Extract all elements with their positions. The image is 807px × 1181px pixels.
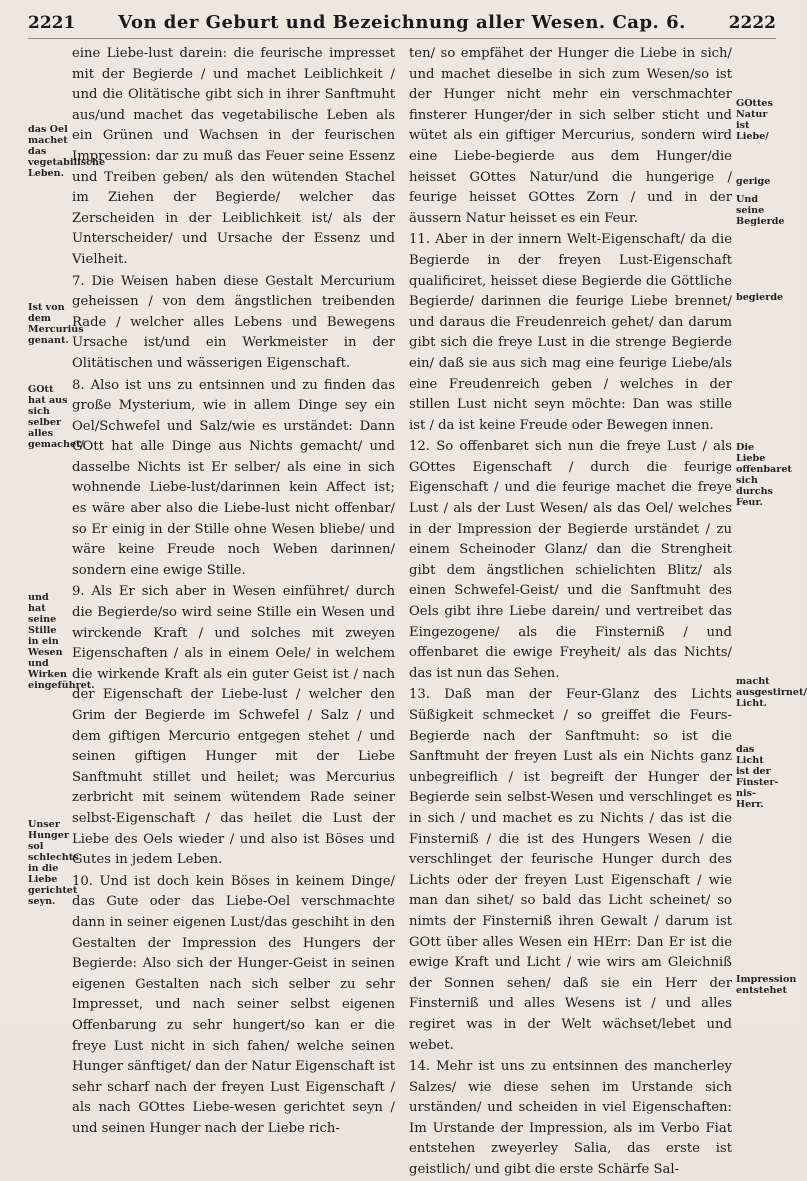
margin-note: GOtt hat aus sich selber alles gemachet/ (28, 384, 85, 450)
paragraph: 12. So offenbaret sich nun die freye Lust / als GOttes Eigenschaft / durch die feurige Eigenschaft / und die feurige machet die freye Lust / als der Lust Wesen/ als das Oel/ welches in der Impression der Begierde urständet / zu einem Scheinoder Glanz/ dan die Strengheit gibt dem ängstlichen schielichten Blitz/ als einen Schwefel-Geist/ und die Sanftmuht des Oels gibt ihre Liebe darein/ und vertreibet das Eingezogene/ als die Finsterniß / und offenbaret die ewige Freyheit/ als das Nichts/ das ist nun das Sehen. (409, 439, 732, 681)
page-number-left: 2221 (28, 13, 76, 33)
paragraph: 9. Als Er sich aber in Wesen einführet/ durch die Begierde/so wird seine Stille ein Wesen und wirckende Kraft / und solches mit zweyen Eigenschaften / als in einem Oele/ in welchem die wirkende Kraft als ein guter Geist ist / nach der Eigenschaft der Liebe-lust / welcher den Grim der Begierde im Schwefel / Salz / und dem giftigen Mercurio entgegen stehet / und seinen giftigen Hunger mit der Liebe Sanftmuht stillet und heilet; was Mercurius zerbricht mit seinem wütendem Rade seiner selbst-Eigenschaft / das heilet die Lust der Liebe des Oels wieder / und also ist Böses und Gutes in jedem Leben. (72, 584, 395, 868)
margin-note: das Licht ist der Finster-nis-Herr. (736, 744, 779, 810)
paragraph: 10. Und ist doch kein Böses in keinem Dinge/ das Gute oder das Liebe-Oel verschmachte dann in seiner eigenen Lust/das geschiht in den Gestalten der Impression des Hungers der Begierde: Also sich der Hunger-Geist in seinen eigenen Gestalten nach sich selber zu sehr Impresset, und nach seiner selbst eigenen Offenbarung zu sehr hungert/so kan er die freye Lust nicht in sich fahen/ welche seinen Hunger sänftiget/ dan der Natur Eigenschaft ist sehr scharf nach der freyen Lust Eigenschaft / als nach GOttes Liebe-wesen gerichtet seyn / und seinen Hunger nach der Liebe rich- (72, 873, 395, 1136)
margin-note: gerige (736, 176, 771, 187)
right-column (409, 44, 807, 1178)
running-header (28, 12, 776, 39)
paragraph: eine Liebe-lust darein: die feurische impresset mit der Begierde / und machet Leiblichkeit / und die Olitätische gibt sich in ihrer Sanftmuht aus/und machet das vegetabilische Leben als ein Grünen und Wachsen in der feurischen Impression: dar zu muß das Feuer seine Essenz und Treiben geben/ als den wütenden Stachel im Ziehen der Begierde/ welcher das Zerscheiden in der Leiblichkeit ist/ als der Unterscheider/ und Ursache der Essenz und Vielheit. (72, 46, 395, 267)
margin-note: und hat seine Stille in ein Wesen und Wirken eingeführet. (28, 592, 95, 691)
running-title: Von der Geburt und Bezeichnung aller Wesen. Cap. 6. (118, 12, 686, 33)
margin-note: macht ausgestirnet/ Licht. (736, 676, 807, 709)
paragraph: 7. Die Weisen haben diese Gestalt Mercurium geheissen / von dem ängstlichen treibenden Rade / welcher alles Lebens und Bewegens Ursache ist/und ein Werkmeister in der Olitätischen und wässerigen Eigenschaft. (72, 273, 395, 371)
margin-note: das Oel machet das vegetabilische Leben. (28, 124, 106, 179)
paragraph: 11. Aber in der innern Welt-Eigenschaft/ da die Begierde in der freyen Lust-Eigenschaft qualificiret, heisset diese Begierde die Göttliche Begierde/ darinnen die feurige Liebe brennet/ und daraus die Freudenreich gehet/ dan darum gibt sich die freye Lust in die strenge Begierde ein/ daß sie aus sich mag eine feurige Liebe/als eine Freudenreich geben / welches in der stillen Lust nicht seyn möchte: Dan was stille ist / da ist keine Freude oder Bewegen innen. (409, 232, 732, 433)
text-columns (28, 44, 807, 1178)
margin-note: GOttes Natur ist Liebe/ (736, 98, 773, 142)
page-number-right: 2222 (728, 13, 776, 33)
margin-note: Unser Hunger sol schlechts in die Liebe gerichtet seyn. (28, 819, 79, 907)
paragraph: 13. Daß man der Feur-Glanz des Lichts Süßigkeit schmecket / so greiffet die Feurs-Begierde nach der Sanftmuht: so ist die Sanftmuht der freyen Lust als ein Nichts ganz unbegreiflich / ist begreift der Hunger der Begierde sein selbst-Wesen und verschlinget es in sich / und machet es zu Nichts / das ist die Finsterniß / die ist des Hungers Wesen / die verschlinget der feurische Hunger durch des Lichts oder der freyen Lust Eigenschaft / wie man dan sihet/ so bald das Licht scheinet/ so nimts der Finsterniß ihren Gewalt / darum ist GOtt über alles Wesen ein HErr: Dan Er ist die ewige Kraft und Licht / wie wirs am Gleichniß der Sonnen sehen/ daß sie ein Herr der Finsterniß und alles Wesens ist / und alles regiret was in der Welt wächset/lebet und webet. (409, 687, 732, 1053)
margin-note: Impression entstehet (736, 974, 797, 996)
margin-note: begierde (736, 292, 784, 303)
margin-note: Und seine Begierde (736, 194, 785, 227)
paragraph: 14. Mehr ist uns zu entsinnen des mancherley Salzes/ wie diese sehen im Urstande sich urständen/ und scheiden in viel Eigenschaften: Im Urstande der Impression, als im Verbo Fiat entstehen zweyerley Salia, das erste ist geistlich/ und gibt die erste Schärfe Sal- (409, 1059, 732, 1178)
paragraph: ten/ so empfähet der Hunger die Liebe in sich/ und machet dieselbe in sich zum Wesen/so ist der Hunger nicht mehr ein verschmachter finsterer Hunger/der in sich selber sticht und wütet als ein giftiger Mercurius, sondern wird eine Liebe-begierde aus dem Hunger/die heisset GOttes Natur/und die hungerige / feurige heisset GOttes Zorn / und in der äussern Natur heisset es ein Feur. (409, 46, 732, 226)
paragraph: 8. Also ist uns zu entsinnen und zu finden das große Mysterium, wie in allem Dinge sey ein Oel/Schwefel und Salz/wie es urständet: Dann GOtt hat alle Dinge aus Nichts gemacht/ und dasselbe Nichts ist Er selber/ als eine in sich wohnende Liebe-lust/darinnen kein Affect ist; es wäre aber also die Liebe-lust nicht offenbar/ so Er einig in der Stille ohne Wesen bliebe/ und wäre keine Freude noch Weben darinnen/ sondern eine ewige Stille. (72, 377, 395, 578)
margin-note: Die Liebe offenbaret sich durchs Feur. (736, 442, 792, 508)
left-column (28, 44, 395, 1136)
margin-note: Ist von dem Mercurius genant. (28, 302, 84, 346)
